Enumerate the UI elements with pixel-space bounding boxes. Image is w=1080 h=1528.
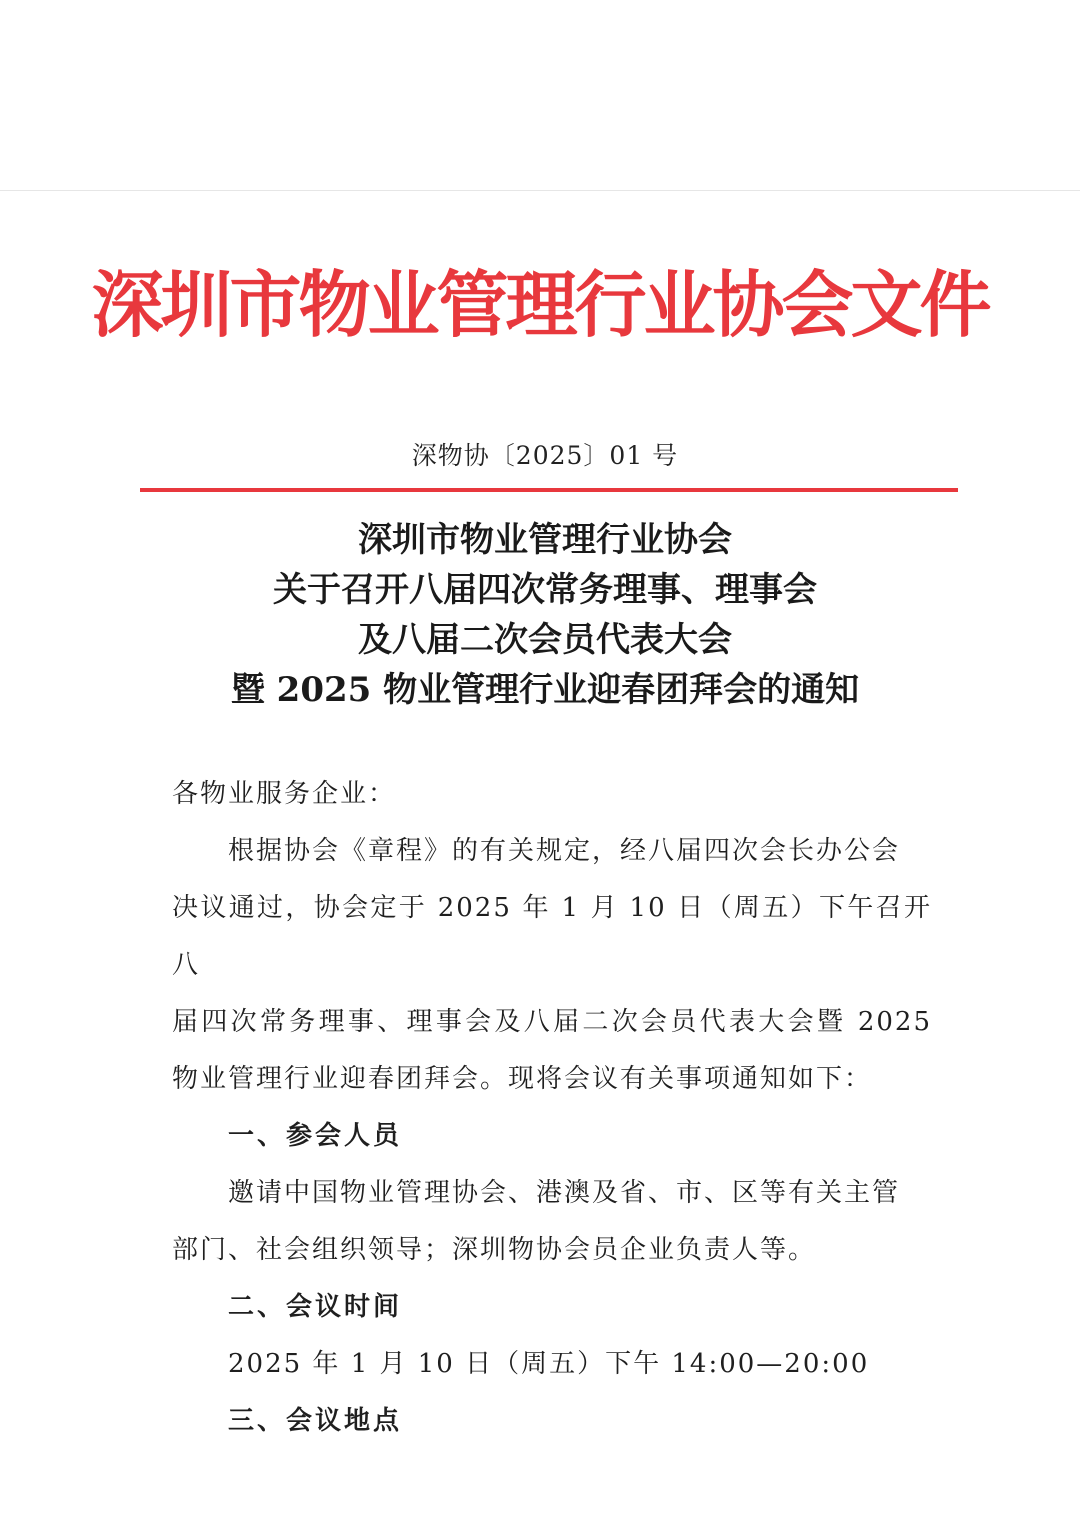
section-heading-attendees: 一、参会人员: [228, 1121, 403, 1151]
title-line-2: 关于召开八届四次常务理事、理事会: [273, 570, 817, 610]
title-line-4: 暨 2025 物业管理行业迎春团拜会的通知: [230, 670, 860, 710]
section-heading-location: 三、会议地点: [228, 1406, 403, 1436]
attendees-line-2: 部门、社会组织领导；深圳物协会员企业负责人等。: [172, 1235, 817, 1265]
intro-line-4: 物业管理行业迎春团拜会。现将会议有关事项通知如下：: [172, 1064, 873, 1094]
intro-line-1: 根据协会《章程》的有关规定，经八届四次会长办公会: [228, 836, 901, 866]
page-divider: [0, 190, 1080, 191]
title-line-1: 深圳市物业管理行业协会: [358, 520, 732, 560]
intro-line-2: 决议通过，协会定于 2025 年 1 月 10 日（周五）下午召开八: [172, 893, 932, 980]
title-line-3: 及八届二次会员代表大会: [358, 620, 732, 660]
salutation: 各物业服务企业：: [172, 779, 397, 809]
intro-line-3: 届四次常务理事、理事会及八届二次会员代表大会暨 2025: [172, 1007, 932, 1037]
document-number: 深物协〔2025〕01 号: [411, 441, 679, 470]
notice-body: [172, 766, 932, 1450]
red-separator-line: [140, 488, 958, 492]
meeting-time: 2025 年 1 月 10 日（周五）下午 14:00—20:00: [228, 1349, 870, 1379]
section-heading-time: 二、会议时间: [228, 1292, 403, 1322]
masthead-title: 深圳市物业管理行业协会文件: [91, 262, 989, 347]
attendees-line-1: 邀请中国物业管理协会、港澳及省、市、区等有关主管: [228, 1178, 901, 1208]
notice-title: [0, 515, 1080, 715]
